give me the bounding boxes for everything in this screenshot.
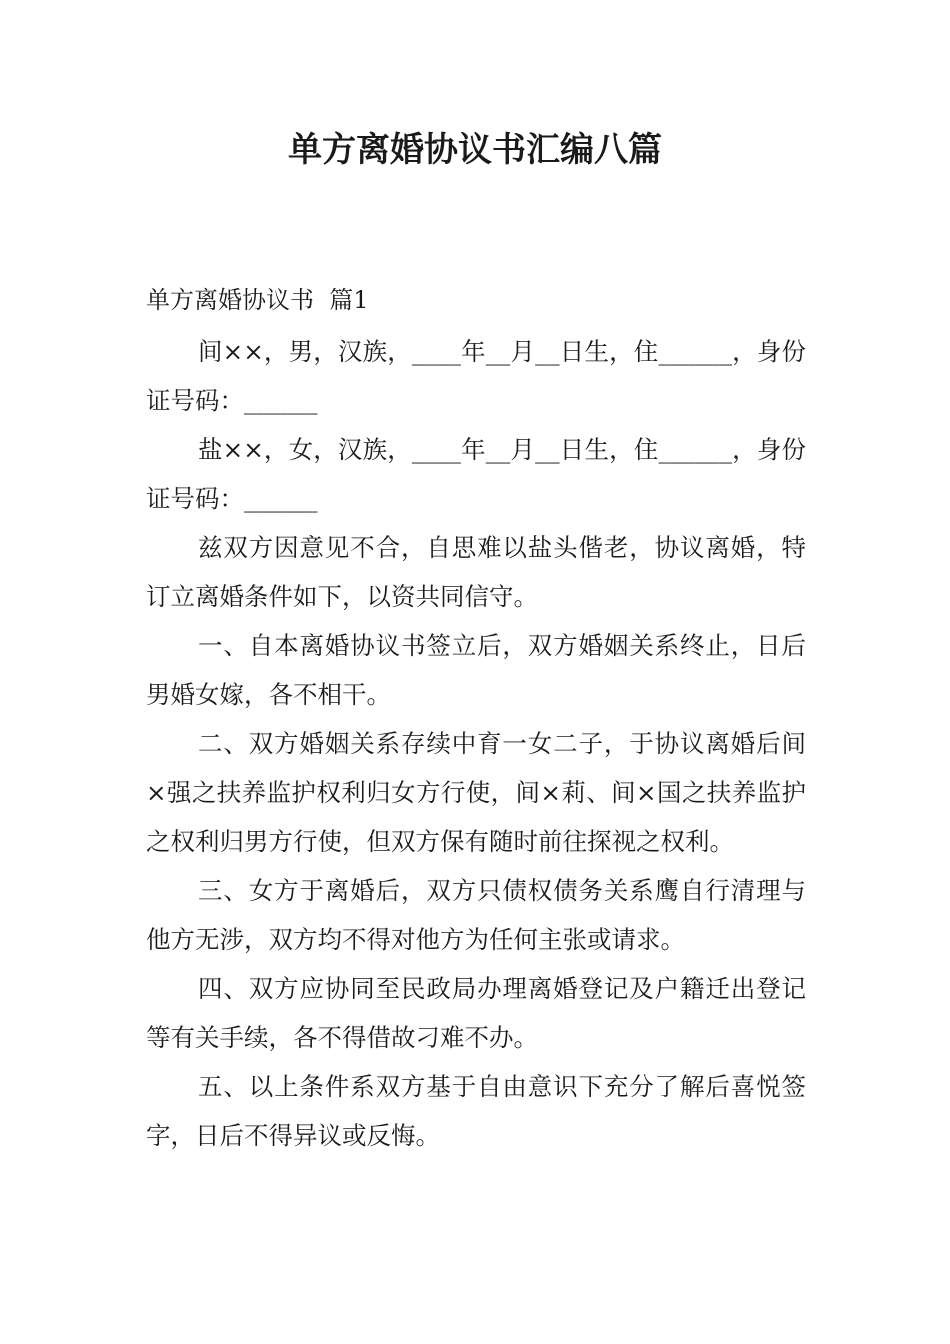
document-title: 单方离婚协议书汇编八篇: [288, 130, 662, 170]
section-heading: 单方离婚协议书 篇1: [146, 286, 369, 314]
paragraph-clause-2: 二、双方婚姻关系存续中育一女二子，于协议离婚后间×强之扶养监护权利归女方行使，间×莉、间×国之扶养监护之权利归男方行使，但双方保有随时前往探视之权利。: [146, 729, 806, 856]
paragraph-clause-3: 三、女方于离婚后，双方只债权债务关系鹰自行清理与他方无涉，双方均不得对他方为任何主张或请求。: [146, 876, 806, 954]
paragraph-party-male: 间××，男，汉族，____年__月__日生，住______，身份证号码：______: [146, 337, 806, 415]
paragraph-clause-1: 一、自本离婚协议书签立后，双方婚姻关系终止，日后男婚女嫁，各不相干。: [146, 631, 806, 709]
paragraph-clause-5: 五、以上条件系双方基于自由意识下充分了解后喜悦签字，日后不得异议或反悔。: [146, 1072, 806, 1150]
document-body: [146, 327, 806, 1160]
paragraph-clause-4: 四、双方应协同至民政局办理离婚登记及户籍迁出登记等有关手续，各不得借故刁难不办。: [146, 974, 806, 1052]
paragraph-party-female: 盐××，女，汉族，____年__月__日生，住______，身份证号码：______: [146, 435, 806, 513]
paragraph-preamble: 兹双方因意见不合，自思难以盐头偕老，协议离婚，特订立离婚条件如下，以资共同信守。: [146, 533, 806, 611]
